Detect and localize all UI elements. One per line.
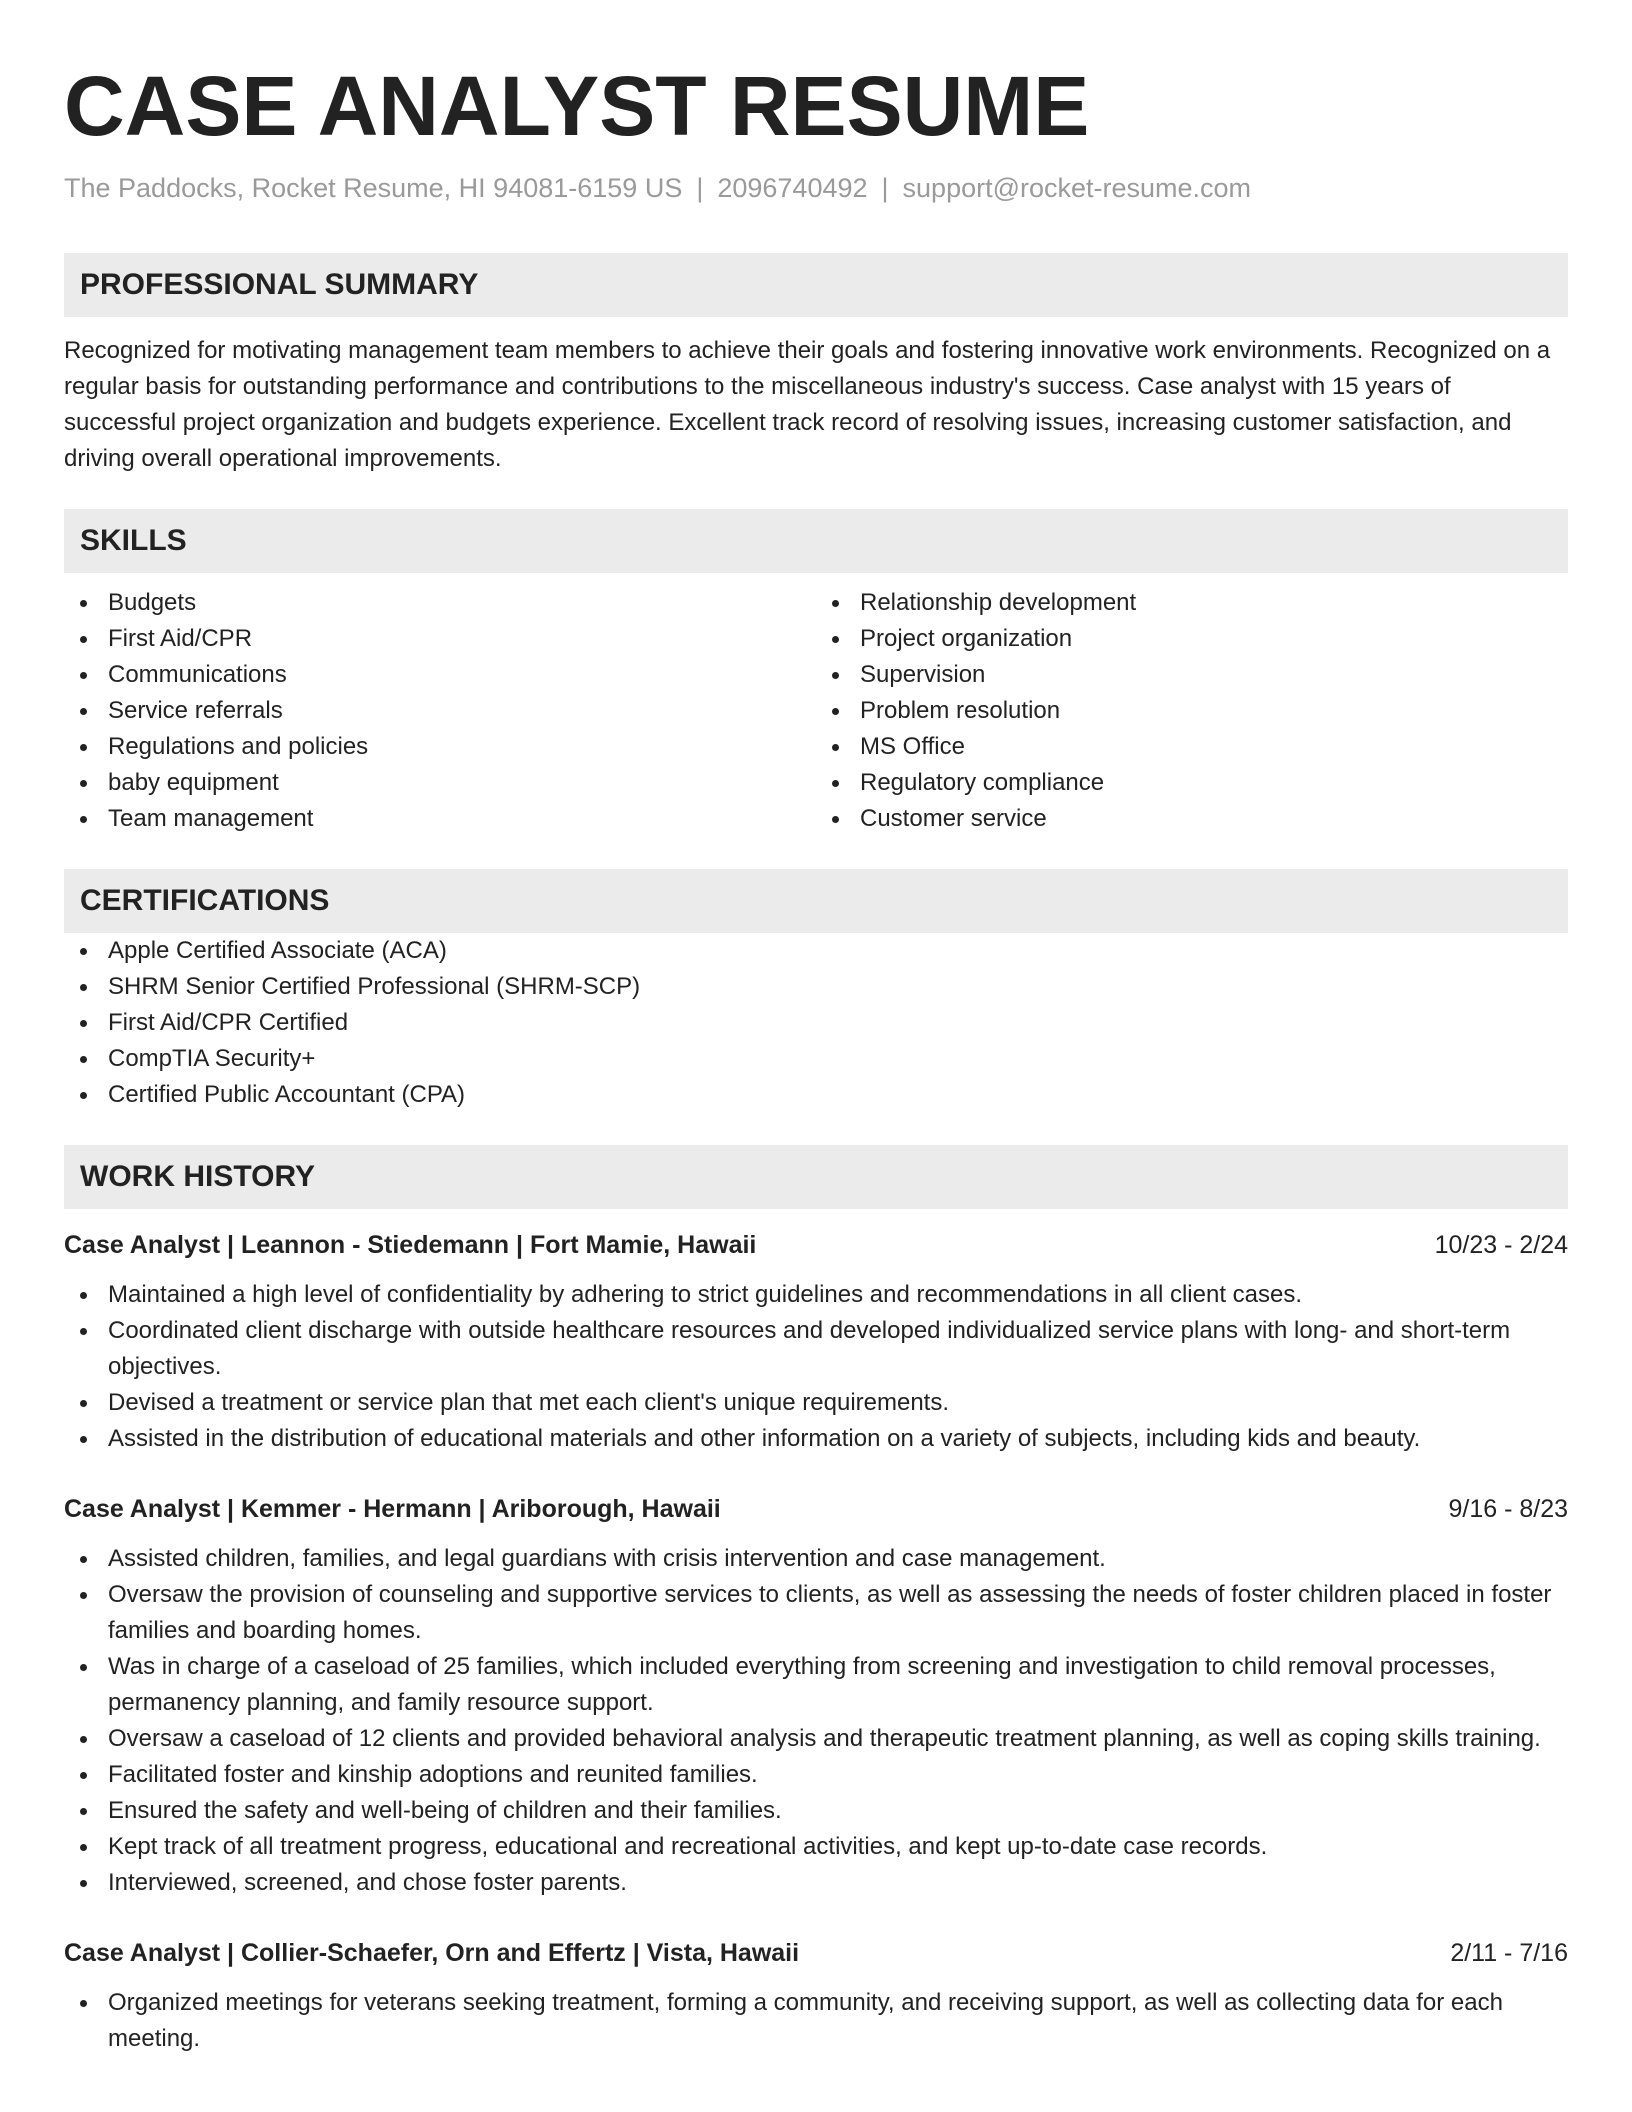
job-header [64,1227,1568,1263]
summary-text: Recognized for motivating management team members to achieve their goals and fostering innovative work environments. Recognized on a regular basis for outstanding performance and contributions to the miscellaneous industry's success. Case analyst with 15 years of successful project organization and budgets experience. Excellent track record of resolving issues, increasing customer satisfaction, and driving overall operational improvements. [64,337,1551,472]
section-header-certifications: CERTIFICATIONS [64,869,1568,933]
contact-email: support@rocket-resume.com [902,173,1252,203]
skill-item: Regulatory compliance [816,765,1568,801]
job-entry [64,1935,1568,2057]
contact-line [64,170,1568,206]
job-entry [64,1491,1568,1901]
job-header [64,1491,1568,1527]
certification-item: Certified Public Accountant (CPA) [64,1077,1568,1113]
section-header-summary: PROFESSIONAL SUMMARY [64,253,1568,317]
skill-item: Problem resolution [816,693,1568,729]
skill-item: Regulations and policies [64,729,816,765]
job-bullet: Facilitated foster and kinship adoptions and reunited families. [64,1757,1568,1793]
skill-item: Customer service [816,801,1568,837]
page-title: CASE ANALYST RESUME [64,59,1090,153]
job-bullet: Kept track of all treatment progress, educational and recreational activities, and kept up-to-date case records. [64,1829,1568,1865]
certification-item: First Aid/CPR Certified [64,1005,1568,1041]
certification-item: SHRM Senior Certified Professional (SHRM-SCP) [64,969,1568,1005]
contact-address: The Paddocks, Rocket Resume, HI 94081-6159 US [64,173,683,203]
skill-item: MS Office [816,729,1568,765]
skill-item: Project organization [816,621,1568,657]
certifications-list [64,933,1568,1113]
job-bullet: Maintained a high level of confidentiality by adhering to strict guidelines and recommendations in all client cases. [64,1277,1568,1313]
job-title: Case Analyst | Kemmer - Hermann | Ariborough, Hawaii [64,1495,721,1523]
certification-item: Apple Certified Associate (ACA) [64,933,1568,969]
job-bullet: Oversaw a caseload of 12 clients and provided behavioral analysis and therapeutic treatment planning, as well as coping skills training. [64,1721,1568,1757]
certification-item: CompTIA Security+ [64,1041,1568,1077]
skill-item: baby equipment [64,765,816,801]
job-bullet: Assisted in the distribution of educational materials and other information on a variety of subjects, including kids and beauty. [64,1421,1568,1457]
section-header-skills: SKILLS [64,509,1568,573]
skills-right-column [816,585,1568,837]
job-bullets [64,1277,1568,1457]
job-entry [64,1227,1568,1457]
job-title: Case Analyst | Leannon - Stiedemann | Fort Mamie, Hawaii [64,1231,757,1259]
job-bullet: Was in charge of a caseload of 25 families, which included everything from screening and investigation to child removal processes, permanency planning, and family resource support. [64,1649,1568,1721]
job-bullets [64,1541,1568,1901]
skill-item: Budgets [64,585,816,621]
contact-separator: | [881,173,889,203]
job-bullet: Ensured the safety and well-being of children and their families. [64,1793,1568,1829]
job-bullet: Assisted children, families, and legal guardians with crisis intervention and case management. [64,1541,1568,1577]
job-bullet: Devised a treatment or service plan that met each client's unique requirements. [64,1385,1568,1421]
job-bullet: Organized meetings for veterans seeking treatment, forming a community, and receiving support, as well as collecting data for each meeting. [64,1985,1568,2057]
skill-item: Relationship development [816,585,1568,621]
job-bullet: Interviewed, screened, and chose foster parents. [64,1865,1568,1901]
skill-item: Team management [64,801,816,837]
contact-phone: 2096740492 [717,173,868,203]
job-bullet: Coordinated client discharge with outside healthcare resources and developed individualized service plans with long- and short-term objectives. [64,1313,1568,1385]
skill-item: Service referrals [64,693,816,729]
skill-item: Communications [64,657,816,693]
contact-separator: | [696,173,704,203]
job-bullet: Oversaw the provision of counseling and supportive services to clients, as well as assessing the needs of foster children placed in foster families and boarding homes. [64,1577,1568,1649]
skills-left-column [64,585,816,837]
job-header [64,1935,1568,1971]
job-bullets [64,1985,1568,2057]
section-header-work-history: WORK HISTORY [64,1145,1568,1209]
job-dates: 2/11 - 7/16 [1450,1939,1568,1967]
job-dates: 9/16 - 8/23 [1448,1495,1568,1523]
job-title: Case Analyst | Collier-Schaefer, Orn and Effertz | Vista, Hawaii [64,1939,800,1967]
skill-item: First Aid/CPR [64,621,816,657]
skills-grid [64,585,1568,837]
skill-item: Supervision [816,657,1568,693]
job-dates: 10/23 - 2/24 [1434,1231,1568,1259]
